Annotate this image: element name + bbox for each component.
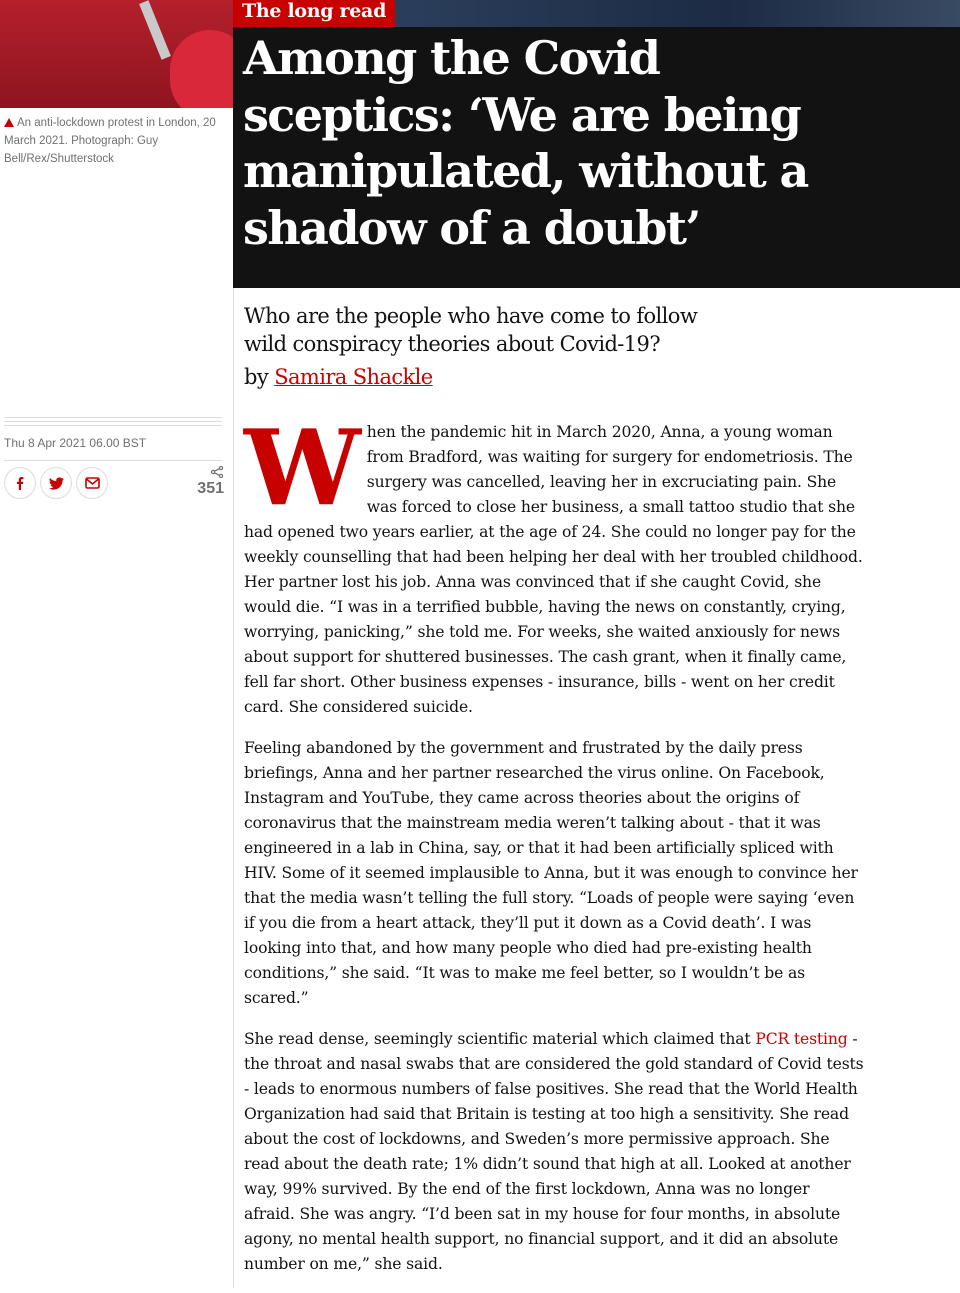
paragraph [244,1027,864,1277]
byline-prefix: by [244,365,269,389]
paragraph: Feeling abandoned by the government and frustrated by the daily press briefings, Anna and her partner researched the virus online. On Facebook, Instagram and YouTube, they came across theories about the origins of coronavirus that the mainstream media weren’t talking about - that it was engineered in a lab in China, say, or that it had been artificially spliced with HIV. Some of it seemed implausible to Anna, but it was enough to convince her that the media wasn’t telling the full story. “Loads of people were saying ‘even if you die from a heart attack, they’ll put it down as a Covid death’. I was looking into that, and how many people who died had pre-existing health conditions,” she said. “It was to make me feel better, so I wouldn’t be as scared.” [244,739,858,1007]
share-count [190,466,224,498]
dateline: Thu 8 Apr 2021 06.00 BST [4,436,147,450]
paragraph [244,406,864,720]
caption-text: An anti-lockdown protest in London, 20 March 2021. Photograph: Guy Bell/Rex/Shutterstock [4,117,216,165]
email-icon [85,477,100,489]
share-facebook-button[interactable] [4,467,36,499]
meta-sidebar [0,108,234,1288]
standfirst: Who are the people who have come to follow wild conspiracy theories about Covid-19? [244,304,698,356]
drop-cap: W [244,406,357,529]
share-buttons [4,467,108,499]
hero-photo-strip [380,0,960,28]
share-count-value: 351 [197,480,224,497]
pcr-testing-link[interactable]: PCR testing [755,1030,848,1048]
headline: Among the Covid sceptics: ‘We are being manipulated, without a shadow of a doubt’ [243,31,808,255]
meta-divider [4,460,222,461]
share-email-button[interactable] [76,467,108,499]
article-body [244,406,864,1293]
paragraph-text: - the throat and nasal swabs that are considered the gold standard of Covid tests - leads to enormous numbers of false positives. She read that the World Health Organization had said that Britain is testing at too high a sensitivity. She read about the cost of lockdowns, and Sweden’s more permissive approach. She read about the death rate; 1% didn’t sound that high at all. Looked at another way, 99% survived. By the end of the first lockdown, Anna was no longer afraid. She was angry. “I’d been sat in my house for four months, in absolute agony, no mental health support, no financial support, and it did an absolute number on me,” she said. [244,1030,864,1273]
photo-pole [139,0,171,59]
share-icon [210,466,224,478]
meta-divider [4,421,222,422]
facebook-icon [13,476,27,490]
share-twitter-button[interactable] [40,467,72,499]
paragraph-text: hen the pandemic hit in March 2020, Anna, a young woman from Bradford, was waiting for surgery for endometriosis. The surgery was cancelled, leaving her in excruciating pain. She was forced to close her business, a small tattoo studio that she had opened two years earlier, at the age of 24. She could no longer pay for the weekly counselling that had been helping her deal with her troubled childhood. Her partner lost his job. Anna was convinced that if she caught Covid, she would die. “I was in a terrified bubble, having the news on constantly, crying, worrying, panicking,” she told me. For weeks, she waited anxiously for news about support for shuttered businesses. The cash grant, when it finally came, fell far short. Other business expenses - insurance, bills - went on her credit card. She considered suicide. [244,423,863,716]
caption-triangle-icon [4,118,14,127]
author-link[interactable]: Samira Shackle [274,365,433,389]
byline [244,365,433,389]
twitter-icon [49,477,64,490]
paragraph-text: She read dense, seemingly scientific material which claimed that [244,1030,751,1048]
photo-red-shape [170,30,233,108]
meta-divider [4,425,222,426]
hero-photo [0,0,233,108]
photo-caption [4,114,219,168]
meta-divider [4,417,222,418]
series-label[interactable]: The long read [233,0,395,27]
